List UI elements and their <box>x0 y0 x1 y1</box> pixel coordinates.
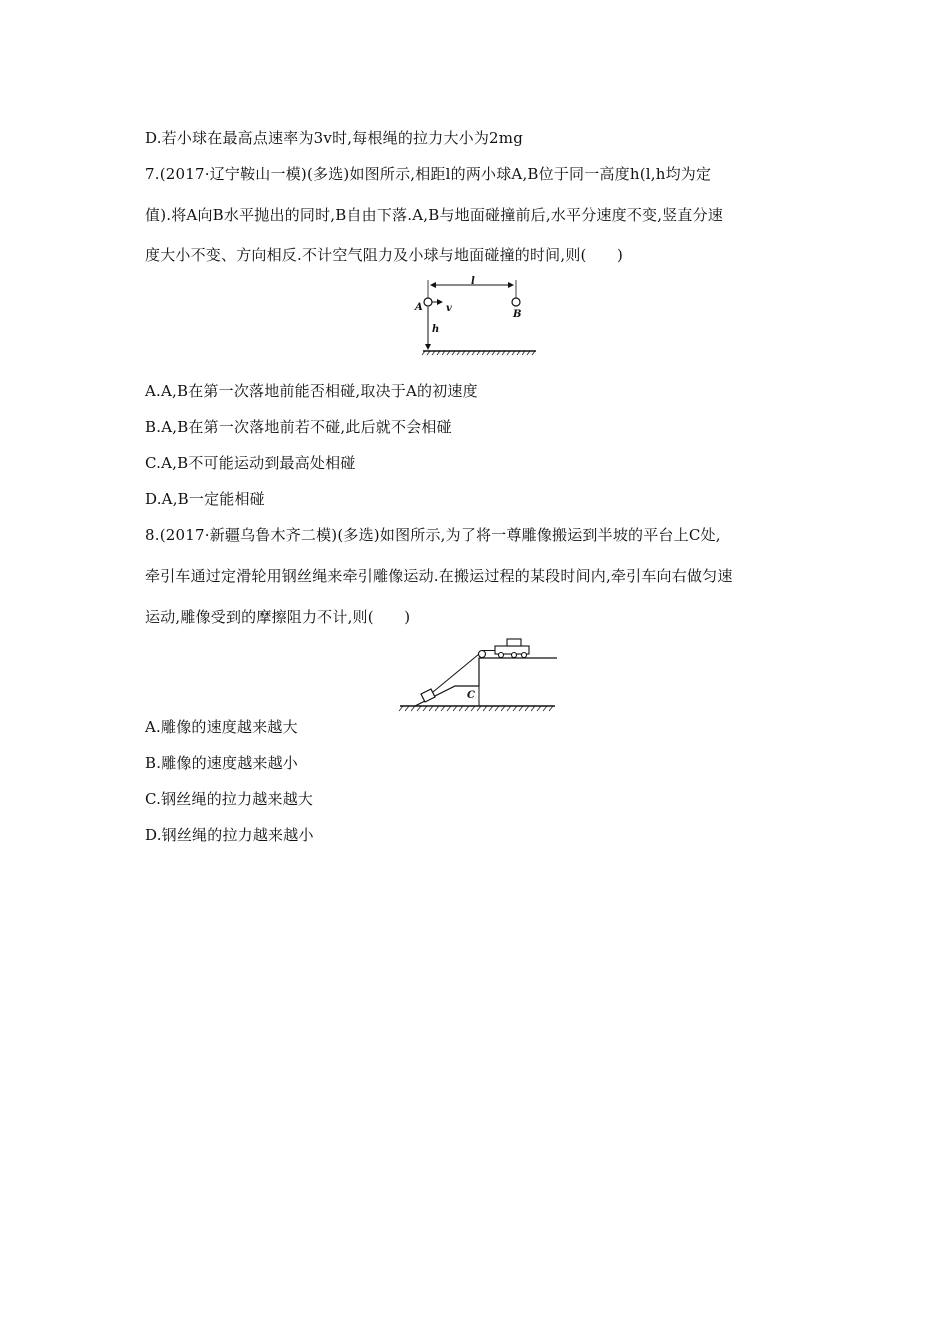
label-c: C <box>467 690 475 701</box>
q6-option-d: D.若小球在最高点速率为3v时,每根绳的拉力大小为2mg <box>145 129 524 147</box>
q8-option-d: D.钢丝绳的拉力越来越小 <box>145 826 314 844</box>
ball-b <box>512 298 520 306</box>
label-a: A <box>415 302 423 313</box>
label-b: B <box>513 309 522 320</box>
statue-block <box>421 689 435 702</box>
q7-figure <box>405 276 545 356</box>
q8-stem-line-1: 8.(2017·新疆乌鲁木齐二模)(多选)如图所示,为了将一尊雕像搬运到半坡的平台上C处, <box>145 526 721 544</box>
q7-option-c: C.A,B不可能运动到最高处相碰 <box>145 454 356 472</box>
q8-stem-line-3: 运动,雕像受到的摩擦阻力不计,则( ) <box>145 608 411 626</box>
label-h: h <box>432 324 440 335</box>
ground-hatch <box>399 706 553 711</box>
q7-option-b: B.A,B在第一次落地前若不碰,此后就不会相碰 <box>145 418 452 436</box>
q8-stem-line-2: 牵引车通过定滑轮用钢丝绳来牵引雕像运动.在搬运过程的某段时间内,牵引车向右做匀速 <box>145 567 733 585</box>
q7-option-d: D.A,B一定能相碰 <box>145 490 265 508</box>
q8-option-b: B.雕像的速度越来越小 <box>145 754 298 772</box>
q7-stem-line-2: 值).将A向B水平抛出的同时,B自由下落.A,B与地面碰撞前后,水平分速度不变,竖直分速 <box>145 206 723 224</box>
q7-stem-line-3: 度大小不变、方向相反.不计空气阻力及小球与地面碰撞的时间,则( ) <box>145 246 624 264</box>
q8-figure <box>395 634 560 716</box>
q8-option-a: A.雕像的速度越来越大 <box>145 718 298 736</box>
q7-option-a: A.A,B在第一次落地前能否相碰,取决于A的初速度 <box>145 382 478 400</box>
q8-option-c: C.钢丝绳的拉力越来越大 <box>145 790 314 808</box>
label-l: l <box>471 276 475 287</box>
pulley <box>479 651 486 658</box>
tow-truck <box>495 639 529 658</box>
label-v: v <box>446 303 452 314</box>
q7-stem-line-1: 7.(2017·辽宁鞍山一模)(多选)如图所示,相距l的两小球A,B位于同一高度h(l,h均为定 <box>145 165 712 183</box>
ball-a <box>424 298 432 306</box>
slope-profile <box>415 658 557 706</box>
